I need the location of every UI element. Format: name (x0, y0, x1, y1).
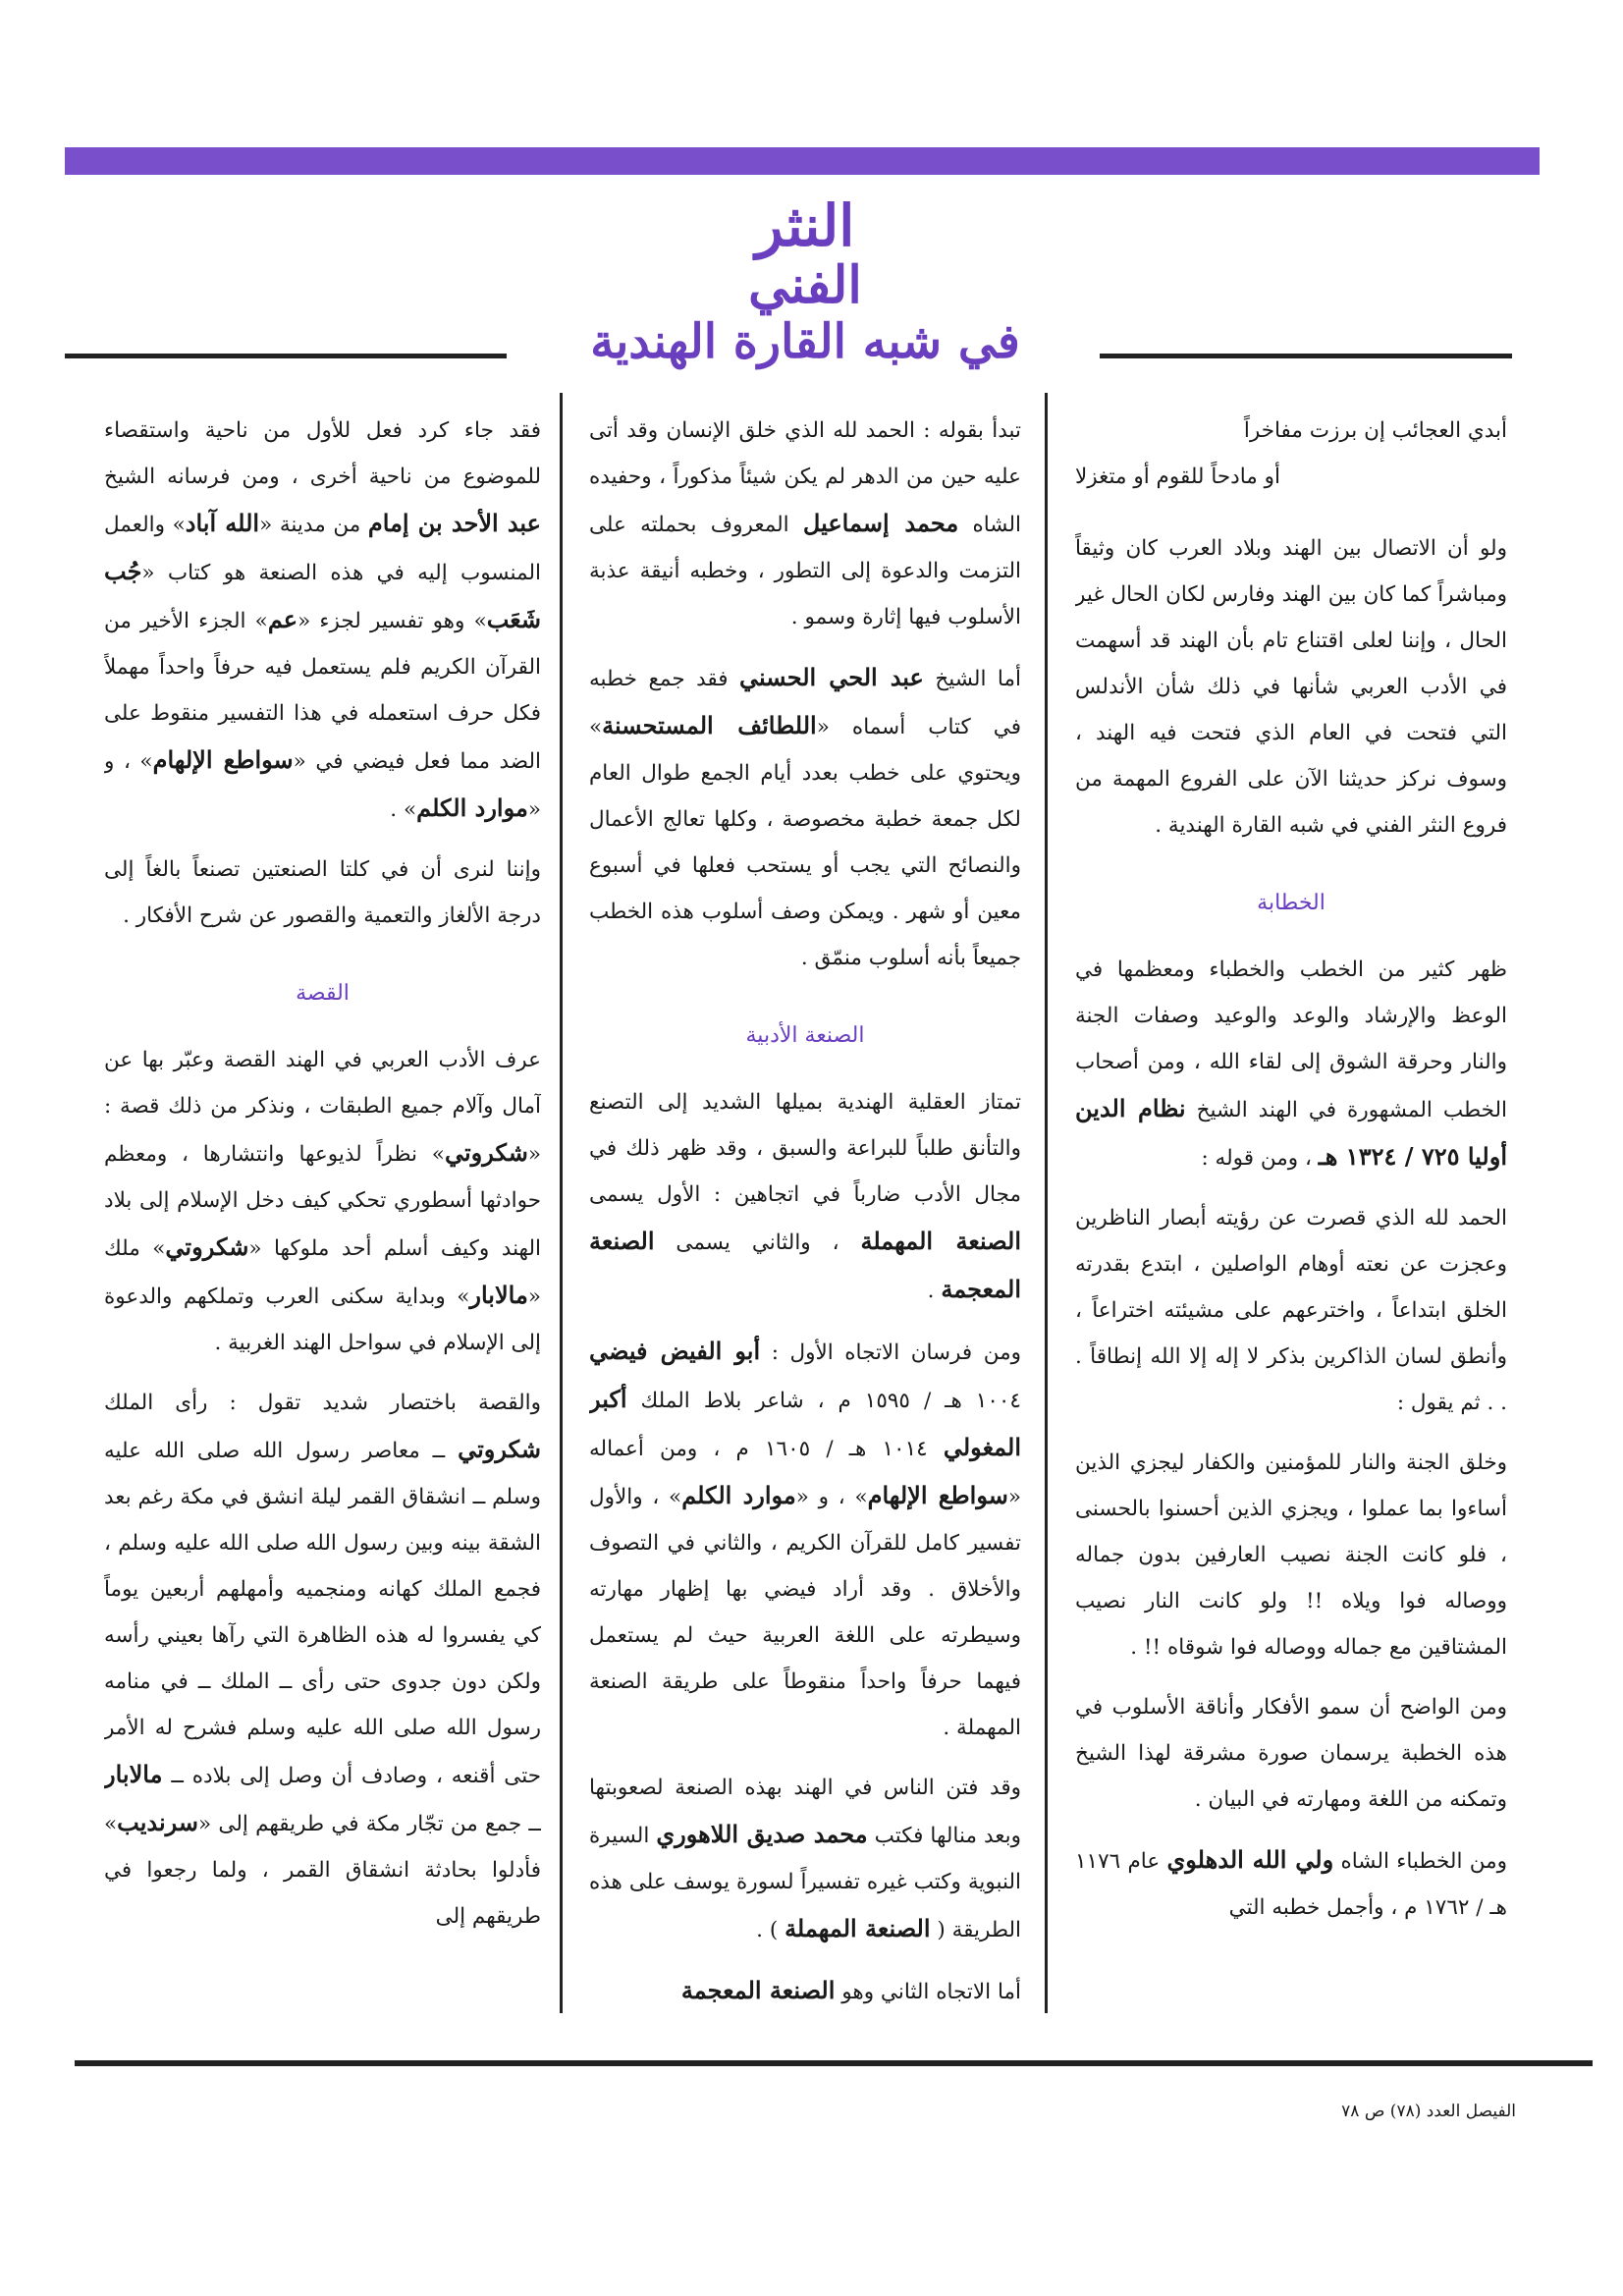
section-heading: الخطابة (1257, 891, 1325, 915)
text: عرف الأدب العربي في الهند القصة وعبّر بها عن آمال وآلام جميع الطبقات ، ونذكر من ذلك قصة : « (104, 1048, 541, 1167)
paragraph (589, 654, 1021, 981)
paragraph: ومن الواضح أن سمو الأفكار وأناقة الأسلوب في هذه الخطبة يرسمان صورة مشرقة لهذا الشيخ وتمكنه من اللغة ومهارته في البيان . (1075, 1695, 1507, 1812)
verse-line: أو مادحاً للقوم أو متغزلا (1075, 465, 1280, 489)
text: ومن فرسان الاتجاه الأول : (771, 1340, 1021, 1365)
text: ، ومن قوله : (1201, 1146, 1312, 1171)
paragraph (589, 1765, 1021, 1953)
top-color-band (65, 147, 1540, 175)
paragraph (104, 408, 541, 833)
text: » ، و « (104, 749, 541, 822)
text: تمتاز العقلية الهندية بميلها الشديد إلى التصنع والتأنق طلباً للبراعة والسبق ، وقد ظهر ذلك في مجال الأدب ضارباً في اتجاهين : الأول يسمى (589, 1090, 1021, 1207)
text: » ، والأول تفسير كامل للقرآن الكريم ، والثاني في التصوف والأخلاق . وقد أراد فيضي بها إظهار مهارته وسيطرته على اللغة العربية حيث لم يستعمل فيهما حرفاً واحداً منقوطاً على طريقة الصنعة المهملة . (589, 1485, 1021, 1740)
book-title: موارد الكلم (681, 1481, 796, 1509)
paragraph (589, 408, 1021, 640)
text: ــ معاصر رسول الله صلى الله عليه وسلم ــ انشقاق القمر ليلة انشق في مكة رغم بعد الشقة بينه وبين رسول الله صلى الله عليه وسلم ، فجمع الملك كهانه ومنجميه وأمهلهم أربعين يوماً كي يفسروا له هذه الظاهرة التي رآها بعيني رأسه ولكن دون جدوى حتى رأى ــ الملك ــ في منامه رسول الله صلى الله عليه وسلم فشرح له الأمر حتى أقنعه ، وصادف أن وصل إلى بلاده ــ (104, 1439, 541, 1788)
title-line-3: في شبه القارة الهندية (590, 314, 1020, 369)
bottom-rule (75, 2060, 1593, 2066)
column-right (1075, 408, 1507, 2018)
text: . (927, 1279, 935, 1303)
text: أما الشيخ (935, 667, 1021, 691)
name: محمد صديق اللاهوري (656, 1820, 868, 1848)
column-left (104, 408, 541, 2018)
name: عبد الأحد بن إمام (367, 509, 541, 537)
section-heading: الصنعة الأدبية (745, 1023, 865, 1048)
title-rule-left (65, 354, 507, 358)
term: عم (267, 605, 298, 633)
text: » وبداية سكنى العرب وتملكهم والدعوة إلى الإسلام في سواحل الهند الغربية . (104, 1285, 541, 1355)
place: سرنديب (117, 1808, 199, 1836)
name: ولي الله الدهلوي (1166, 1845, 1334, 1874)
text: » ، و « (795, 1485, 868, 1509)
term: الصنعة المهملة (784, 1914, 931, 1942)
article-title (412, 192, 1198, 369)
text: ١٠٠٤ هـ / ١٥٩٥ م ، شاعر بلاط الملك (640, 1389, 1021, 1413)
book-title: سواطع الإلهام (867, 1481, 1008, 1509)
text: » فأدلوا بحادثة انشقاق القمر ، ولما رجعوا في طريقهم إلى (104, 1812, 541, 1929)
name: نظام الدين أوليا ٧٢٥ / ١٣٢٤ هـ (1075, 1094, 1507, 1171)
paragraph (1075, 1836, 1507, 1931)
text: تبدأ بقوله : الحمد لله الذي خلق الإنسان وقد أتى عليه حين من الدهر لم يكن شيئاً مذكوراً ، وحفيده الشاه (589, 418, 1021, 537)
book-title: موارد الكلم (416, 793, 528, 822)
title-rule-right (1100, 354, 1512, 358)
name: عبد الحي الحسني (739, 663, 924, 691)
name: أكبر المغولي (589, 1385, 1021, 1461)
text: » الجزء الأخير من القرآن الكريم فلم يستعمل فيه حرفاً واحداً مهملاً فكل حرف استعمله في هذا التفسير منقوط على الضد مما فعل فيضي في « (104, 609, 541, 774)
book-title: اللطائف المستحسنة (602, 711, 817, 739)
text: والقصة باختصار شديد تقول : رأى الملك (104, 1391, 541, 1415)
title-line-1: النثر (755, 192, 855, 259)
text: أما الاتجاه الثاني وهو (841, 1980, 1021, 2004)
paragraph: وإننا لنرى أن في كلتا الصنعتين تصنعاً بالغاً إلى درجة الألغاز والتعمية والقصور عن شرح الأفكار . (104, 857, 541, 928)
name: أبو الفيض فيضي (589, 1337, 761, 1365)
text: فقد جمع خطبه في كتاب أسماه « (589, 667, 1021, 739)
verse-line: أبدي العجائب إن برزت مفاخراً (1243, 418, 1507, 443)
text: ــ جمع من تجّار مكة في طريقهم إلى « (198, 1812, 541, 1836)
place: الله آباد (185, 509, 260, 537)
paragraph (589, 1328, 1021, 1751)
text: ، والثاني يسمى (676, 1230, 839, 1255)
place: مالابار (469, 1281, 528, 1309)
page-footer: الفيصل العدد (٧٨) ص ٧٨ (1341, 2102, 1516, 2121)
column-divider (1045, 393, 1048, 2013)
text: ) . (756, 1918, 779, 1942)
text: » وهو تفسير لجزء « (298, 609, 487, 633)
text: ظهر كثير من الخطب والخطباء ومعظمها في الوعظ والإرشاد والوعد والوعيد وصفات الجنة والنار وحرقة الشوق إلى لقاء الله ، ومن أصحاب الخطب المشهورة في الهند الشيخ (1075, 957, 1507, 1122)
name: شكروتي (444, 1138, 528, 1167)
name: محمد إسماعيل (802, 509, 959, 537)
text: السيرة النبوية وكتب غيره تفسيراً لسورة يوسف على هذه الطريقة ( (589, 1824, 1021, 1942)
text: » والعمل المنسوب إليه في هذه الصنعة هو كتاب « (104, 513, 541, 585)
name: شكروتي (165, 1232, 249, 1261)
text: » ملك « (104, 1236, 541, 1309)
section-heading: القصة (296, 981, 350, 1006)
text: المعروف بحملته على التزمت والدعوة إلى التطور ، وخطبه أنيقة عذبة الأسلوب فيها إثارة وسمو . (589, 513, 1021, 629)
column-middle (589, 408, 1021, 2018)
term: الصنعة المعجمة (680, 1976, 836, 2004)
book-title: جُب شَعَب (104, 557, 541, 633)
text: ومن الخطباء الشاه (1340, 1849, 1507, 1874)
name: شكروتي (458, 1435, 541, 1463)
text: عام ١١٧٦ هـ / ١٧٦٢ م ، وأجمل خطبه التي (1075, 1849, 1507, 1920)
paragraph (589, 1967, 1021, 2015)
paragraph: ولو أن الاتصال بين الهند وبلاد العرب كان وثيقاً ومباشراً كما كان بين الهند وفارس لكان الحال غير الحال ، وإننا لعلى اقتناع تام بأن الهند قد أسهمت في الأدب العربي شأنها في ذلك شأن الأندلس التي فتحت في العام الذي فتحت فيه الهند ، وسوف نركز حديثنا الآن على الفروع المهمة من فروع النثر الفني في شبه القارة الهندية . (1075, 536, 1507, 838)
paragraph: الحمد لله الذي قصرت عن رؤيته أبصار الناظرين وعجزت عن نعته أوهام الواصلين ، ابتدع بقدرته الخلق ابتداعاً ، واخترعهم على مشيئته اختراعاً ، وأنطق لسان الذاكرين بذكر لا إله إلا الله إنطاقاً . . . ثم يقول : (1075, 1206, 1507, 1415)
title-line-2: الفني (748, 255, 862, 315)
text: وقد فتن الناس في الهند بهذه الصنعة لصعوبتها وبعد منالها فكتب (589, 1776, 1021, 1848)
paragraph (589, 1079, 1021, 1314)
column-divider (560, 393, 563, 2013)
book-title: سواطع الإلهام (152, 745, 294, 774)
term: الصنعة المهملة (860, 1227, 1021, 1255)
place: مالابار (104, 1760, 163, 1788)
term: الصنعة المعجمة (589, 1227, 1021, 1303)
paragraph (104, 1037, 541, 1366)
text: » ويحتوي على خطب بعدد أيام الجمع طوال العام لكل جمعة خطبة مخصوصة ، وكلها تعالج الأعمال والنصائح التي يجب أو يستحب فعلها في أسبوع معين أو شهر . ويمكن وصف أسلوب هذه الخطب جميعاً بأنه أسلوب منمّق . (589, 715, 1021, 970)
text: فقد جاء كرد فعل للأول من ناحية واستقصاء للموضوع من ناحية أخرى ، ومن فرسانه الشيخ (104, 418, 541, 489)
paragraph: وخلق الجنة والنار للمؤمنين والكفار ليجزي الذين أساءوا بما عملوا ، ويجزي الذين أحسنوا بالحسنى ، فلو كانت الجنة نصيب العارفين بدون جماله ووصاله فوا ويلاه !! ولو كانت النار نصيب المشتاقين مع جماله ووصاله فوا شوقاه !! . (1075, 1450, 1507, 1660)
text: ١٠١٤ هـ / ١٦٠٥ م ، ومن أعماله « (589, 1437, 1021, 1509)
text: » . (390, 797, 417, 822)
text: من مدينة « (259, 513, 361, 537)
text: » نظراً لذيوعها وانتشارها ، ومعظم حوادثها أسطوري تحكي كيف دخل الإسلام إلى بلاد الهند وكيف أسلم أحد ملوكها « (104, 1142, 541, 1261)
paragraph (104, 1380, 541, 1940)
paragraph (1075, 947, 1507, 1181)
